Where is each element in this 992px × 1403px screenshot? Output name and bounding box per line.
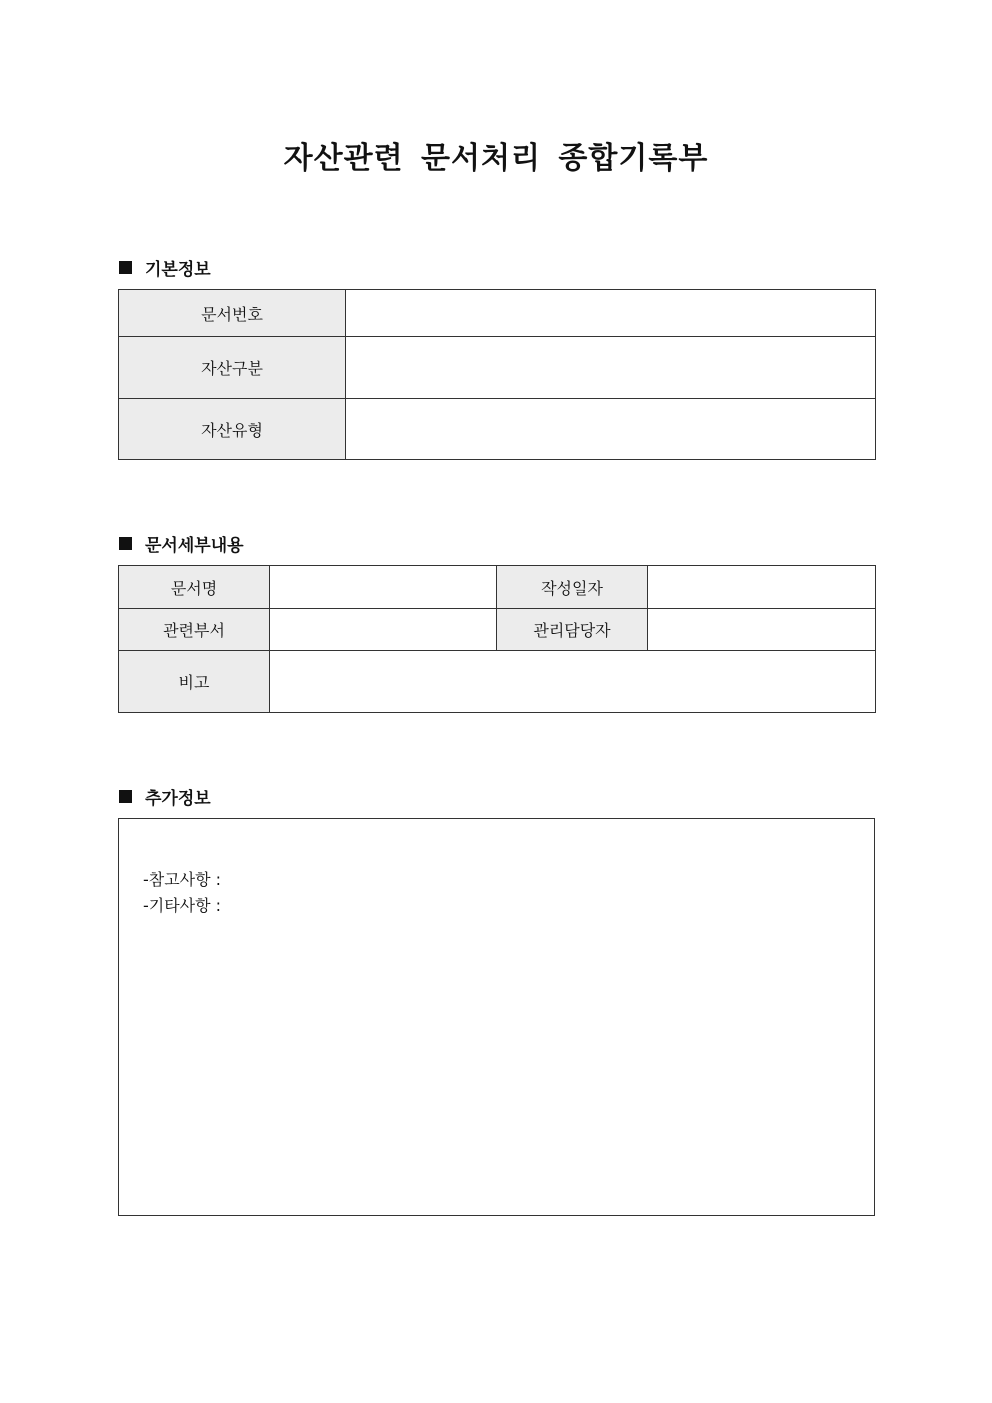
square-bullet-icon: [119, 261, 132, 274]
reference-notes-line: -참고사항 :: [143, 870, 222, 889]
section-heading-extra-info: [119, 784, 211, 809]
asset-category-label: 자산구분: [119, 337, 346, 399]
doc-number-field[interactable]: [346, 290, 876, 337]
table-row: [119, 566, 876, 609]
doc-details-table: [118, 565, 876, 713]
manager-label: 관리담당자: [497, 609, 648, 651]
doc-name-field[interactable]: [270, 566, 497, 609]
basic-info-table: [118, 289, 876, 460]
section-heading-label: 기본정보: [145, 260, 211, 280]
remarks-field[interactable]: [270, 651, 876, 713]
page-title: 자산관련 문서처리 종합기록부: [283, 141, 709, 176]
dept-field[interactable]: [270, 609, 497, 651]
table-row: [119, 651, 876, 713]
doc-name-label: 문서명: [119, 566, 270, 609]
table-row: [119, 399, 876, 460]
table-row: [119, 609, 876, 651]
doc-number-label: 문서번호: [119, 290, 346, 337]
manager-field[interactable]: [648, 609, 876, 651]
square-bullet-icon: [119, 790, 132, 803]
table-row: [119, 290, 876, 337]
section-heading-label: 추가정보: [145, 789, 211, 809]
remarks-label: 비고: [119, 651, 270, 713]
square-bullet-icon: [119, 537, 132, 550]
section-heading-label: 문서세부내용: [145, 536, 244, 556]
section-heading-basic-info: [119, 255, 211, 280]
section-heading-doc-details: [119, 531, 244, 556]
date-label: 작성일자: [497, 566, 648, 609]
other-notes-line: -기타사항 :: [143, 896, 222, 915]
asset-category-field[interactable]: [346, 337, 876, 399]
extra-info-box[interactable]: [118, 818, 875, 1216]
asset-type-label: 자산유형: [119, 399, 346, 460]
table-row: [119, 337, 876, 399]
asset-type-field[interactable]: [346, 399, 876, 460]
dept-label: 관련부서: [119, 609, 270, 651]
date-field[interactable]: [648, 566, 876, 609]
